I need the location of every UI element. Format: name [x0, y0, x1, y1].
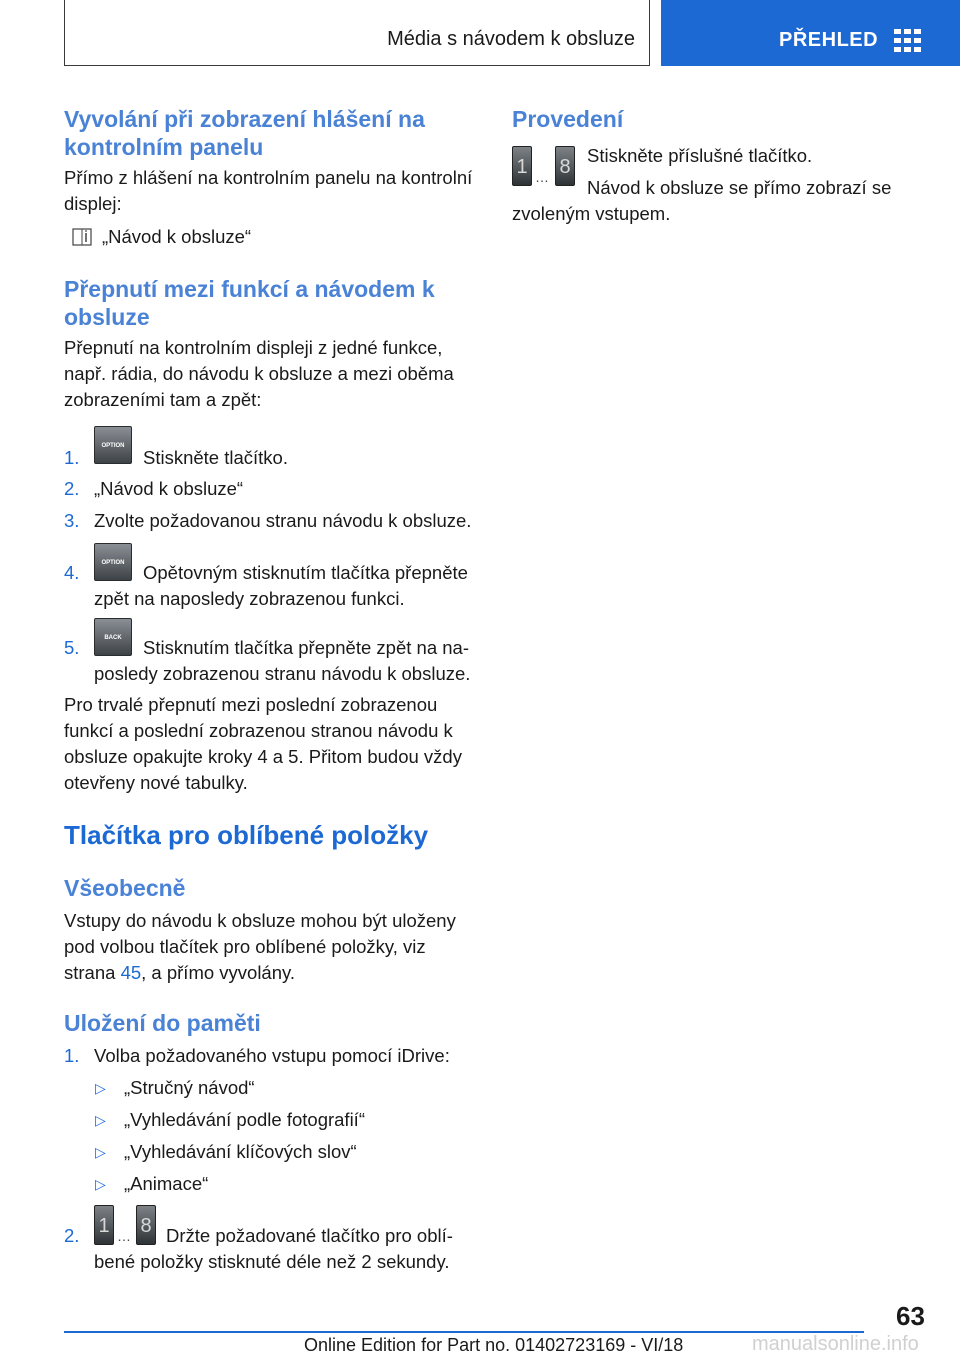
triangle-bullet-icon: ▷ — [95, 1112, 106, 1128]
header-title: Média s návodem k obsluze — [387, 28, 635, 50]
step-number: 2. — [64, 1225, 80, 1246]
step-text: posledy zobrazenou stranu návodu k obsluze. — [94, 663, 471, 684]
bullet-item: „Stručný návod“ — [124, 1077, 255, 1098]
step-number: 4. — [64, 562, 80, 583]
bullet-item: „Animace“ — [124, 1173, 209, 1194]
section-heading-general: Všeobecně — [64, 875, 186, 901]
general-text-end: , a přímo vyvolány. — [141, 962, 296, 983]
bullet-item: „Vyhledávání klíčových slov“ — [124, 1141, 357, 1162]
option-button-icon: OPTION — [94, 426, 132, 464]
paragraph-switch: Přepnutí na kontrolním displeji z jedné funkce, např. rádia, do návodu k obsluze a mezi oběma zobrazeními tam a zpět: — [64, 337, 454, 410]
main-heading-favorites: Tlačítka pro oblíbené položky — [64, 820, 429, 850]
step-text: Stisknutím tlačítka přepněte zpět na na‐ — [143, 637, 469, 658]
overview-label: PŘEHLED — [779, 29, 879, 51]
step-number: 2. — [64, 478, 80, 499]
book-icon — [72, 227, 92, 247]
favorite-key-8-icon: 8 — [136, 1205, 156, 1245]
triangle-bullet-icon: ▷ — [95, 1080, 106, 1096]
step-text: Opětovným stisknutím tlačítka přepněte — [143, 562, 468, 583]
back-button-icon: BACK — [94, 618, 132, 656]
step-number: 1. — [64, 447, 80, 468]
header-title-box — [64, 0, 650, 66]
section-heading-save: Uložení do paměti — [64, 1010, 261, 1036]
footer-edition: Online Edition for Part no. 01402723169 - VI/18 — [304, 1335, 684, 1355]
step-text: Držte požadované tlačítko pro oblí‐ — [166, 1225, 453, 1246]
triangle-bullet-icon: ▷ — [95, 1176, 106, 1192]
favorite-key-1-icon: 1 — [512, 146, 532, 186]
section-heading-switch: Přepnutí mezi funkcí a návodem k obsluze — [64, 276, 435, 330]
step-text: zpět na naposledy zobrazenou funkci. — [94, 588, 405, 609]
execution-line-2: Návod k obsluze se přímo zobrazí se — [587, 177, 892, 198]
step-text: bené položky stisknuté déle než 2 sekundy. — [94, 1251, 450, 1272]
grid-menu-icon[interactable] — [894, 29, 921, 52]
bullet-item: „Vyhledávání podle fotografií“ — [124, 1109, 365, 1130]
step-text: Zvolte požadovanou stranu návodu k obsluze. — [94, 510, 472, 531]
favorite-key-1-icon: 1 — [94, 1205, 114, 1245]
section-heading-call: Vyvolání při zobrazení hlášení na kontrolním panelu — [64, 106, 425, 160]
page-link[interactable]: 45 — [120, 962, 142, 983]
step-number: 5. — [64, 637, 80, 658]
ellipsis: … — [117, 1228, 131, 1244]
paragraph-call: Přímo z hlášení na kontrolním panelu na kontrolní displej: — [64, 167, 473, 214]
overview-tab[interactable] — [661, 0, 960, 66]
paragraph-general — [64, 908, 479, 986]
watermark: manualsonline.info — [752, 1333, 919, 1355]
step-text: „Návod k obsluze“ — [94, 478, 244, 499]
ellipsis: … — [535, 169, 549, 185]
execution-line-1: Stiskněte příslušné tlačítko. — [587, 145, 813, 166]
paragraph-note: Pro trvalé přepnutí mezi poslední zobrazenou funkcí a poslední zobrazenou stranou návodu k obsluze opakujte kroky 4 a 5. Přitom budou vždy otevřeny nové tabulky. — [64, 694, 462, 793]
step-text: Stiskněte tlačítko. — [143, 447, 288, 468]
step-text: Volba požadovaného vstupu pomocí iDrive: — [94, 1045, 450, 1066]
execution-line-3: zvoleným vstupem. — [512, 203, 671, 224]
section-heading-execution: Provedení — [512, 106, 624, 132]
favorite-key-8-icon: 8 — [555, 146, 575, 186]
step-number: 3. — [64, 510, 80, 531]
footer-divider — [64, 1331, 864, 1333]
step-number: 1. — [64, 1045, 80, 1066]
manual-item: „Návod k obsluze“ — [102, 226, 252, 247]
general-text: Vstupy do návodu k obsluze mohou být uloženy pod volbou tlačítek pro oblíbené položky, viz strana — [64, 910, 456, 983]
option-button-icon: OPTION — [94, 543, 132, 581]
page-number: 63 — [896, 1301, 925, 1331]
triangle-bullet-icon: ▷ — [95, 1144, 106, 1160]
